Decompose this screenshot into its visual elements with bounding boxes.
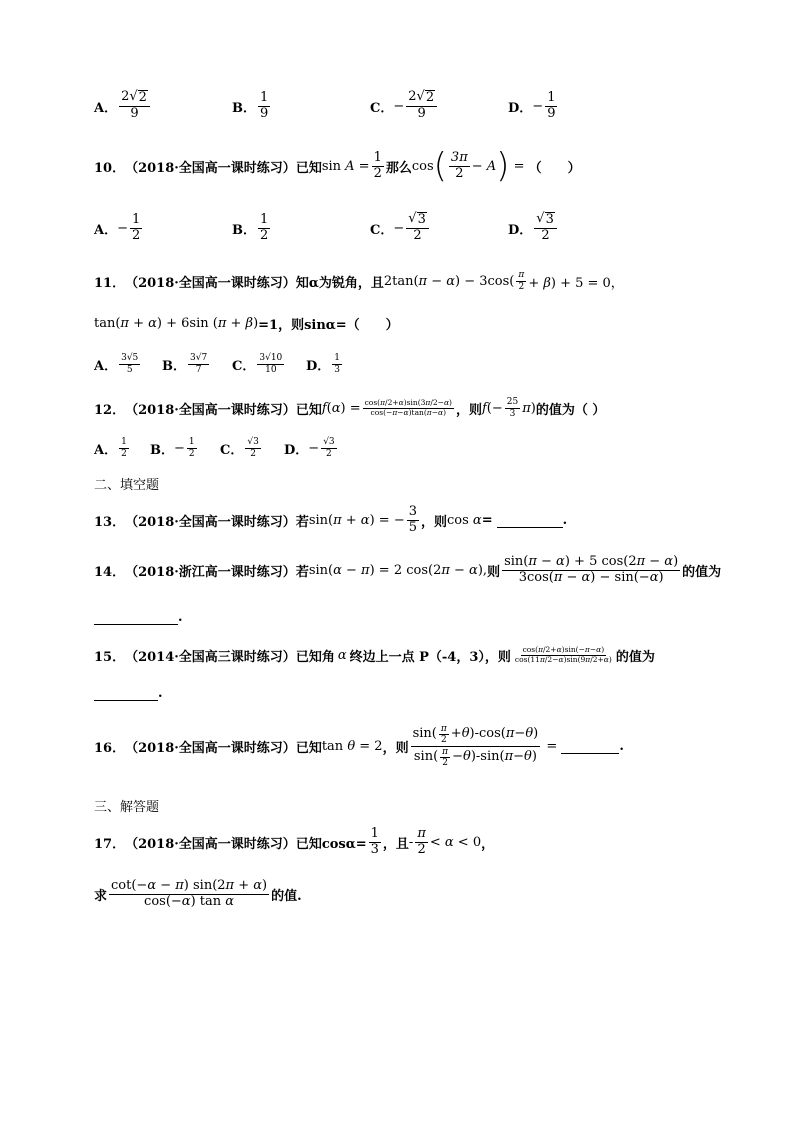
fraction: 2 √ 2 9 [119, 90, 150, 122]
q12-option-d[interactable]: D． − $\frac{√3}{2}$ [284, 437, 335, 459]
q10-options [94, 208, 714, 248]
question-number: 10． [94, 160, 126, 176]
formula: cos [411, 158, 434, 174]
section-heading-solutions: 三、解答题 [94, 800, 160, 815]
q10-option-a[interactable]: A． − $\frac{1}{2}$ [94, 211, 141, 243]
q9-option-d[interactable]: D． − $\frac{1}{9}$ [508, 89, 556, 121]
q11-option-d[interactable]: D． $\frac{1}{3}$ [306, 353, 341, 375]
option-label: A． [94, 100, 118, 116]
q11-option-c[interactable]: C． $\frac{3√10}{10}$ [232, 353, 283, 375]
fraction: $\frac{\cos(\pi/2+\alpha)\sin(-\pi-\alpha)}{\cos(11\pi/2-\alpha)\sin(9\pi/2+\alpha)}$ [514, 644, 612, 664]
question-source: （2018·全国高一课时练习） [125, 160, 296, 176]
fraction: $\frac{1}{2}$ [373, 149, 382, 181]
q10-option-b[interactable]: B． $\frac{1}{2}$ [232, 211, 269, 243]
q9-option-c[interactable]: C． − 2 √ 2 9 [370, 90, 439, 122]
q12-option-a[interactable]: A． $\frac{1}{2}$ [94, 437, 127, 459]
q12-stem: 12． （2018·全国高一课时练习） 已知 f(α) = $\frac{\cos(\pi/2+\alpha)\sin(3\pi/2-\alpha)}{\cos(-\pi-\alpha)\tan(\pi-\alpha)}$ ，则 f(− $\frac{25}{3}$ π) 的值为（ ） [94, 397, 606, 419]
fraction: 2 √ 2 9 [406, 90, 437, 122]
q11-option-a[interactable]: A． $\frac{3√5}{5}$ [94, 353, 139, 375]
q14-stem: 14． （2018·浙江高一课时练习） 若 sin(α − π) = 2 cos(2π − α), 则 $\frac{\sin(\pi - \alpha) + 5 \cos(2\pi - \alpha)}{3\cos(\pi - \alpha) - \sin(-\alpha)}$ 的值为 [94, 553, 722, 585]
option-label: B． [232, 100, 256, 116]
q13-stem: 13． （2018·全国高一课时练习） 若 sin(π + α) = − $\frac{3}{5}$ ，则 cos α = . [94, 503, 568, 535]
answer-blank[interactable] [497, 513, 563, 528]
formula: sin A = [321, 158, 370, 174]
q11-option-b[interactable]: B． $\frac{3√7}{7}$ [162, 353, 208, 375]
q17-stem-line2: 求 $\frac{\cot(-\alpha - \pi) \sin(2\pi + \alpha)}{\text{cos(−α) tan α}}$ 的值. [94, 877, 302, 909]
q17-stem: 17． （2018·全国高一课时练习） 已知cosα= $\frac{1}{3}$ ，且 - $\frac{\pi}{2}$ < α < 0 ， [94, 825, 495, 857]
q11-stem-line2: tan(π + α) + 6sin (π + β) =1，则sinα=（ ） [94, 315, 399, 333]
fraction: $\frac{1}{9}$ [547, 89, 556, 121]
q15-answer-line: . [94, 684, 163, 702]
option-label: C． [370, 100, 394, 116]
section-heading-fill-blank: 二、填空题 [94, 478, 160, 493]
q9-options [94, 86, 714, 126]
q10-option-d[interactable]: D． √ 3 2 [508, 212, 559, 244]
answer-blank[interactable] [561, 739, 619, 754]
q12-option-b[interactable]: B． − $\frac{1}{2}$ [150, 437, 195, 459]
q10-option-c[interactable]: C． − √ 3 2 [370, 212, 431, 244]
q9-option-a[interactable] [94, 90, 152, 122]
q10-stem: 10． （2018·全国高一课时练习） 已知 sin A = $\frac{1}{2}$ 那么 cos ( $\frac{3\pi}{2}$ − A ) = （ ） [94, 146, 581, 186]
option-label: D． [508, 100, 533, 116]
answer-blank[interactable] [94, 686, 158, 701]
fraction: $\frac{\sin(\pi - \alpha) + 5 \cos(2\pi - \alpha)}{3\cos(\pi - \alpha) - \sin(-\alpha)}$ [504, 553, 679, 585]
q16-stem: 16． （2018·全国高一课时练习） 已知 tan θ = 2 ，则 sin( $\frac{\pi}{2}$ + θ )-cos( π − θ ) sin( $\frac{\pi}{2}$ − θ )-sin( π − θ ) = . [94, 723, 624, 768]
q12-options [94, 432, 494, 464]
fraction: $\frac{3\pi}{2}$ [450, 149, 468, 181]
q12-option-c[interactable]: C． $\frac{√3}{2}$ [220, 437, 259, 459]
q14-answer-line: . [94, 608, 183, 626]
fraction: $\frac{\cos(\pi/2+\alpha)\sin(3\pi/2-\alpha)}{\cos(-\pi-\alpha)\tan(\pi-\alpha)}$ [364, 397, 452, 417]
fraction: $\frac{1}{9}$ [260, 89, 269, 121]
q11-stem: 11． （2018·全国高一课时练习） 知α为锐角，且 2tan(π − α) − 3cos( $\frac{\pi}{2}$ + β) + 5 = 0， [94, 270, 624, 292]
fraction: $\frac{\cot(-\alpha - \pi) \sin(2\pi + \alpha)}{\text{cos(−α) tan α}}$ [111, 877, 268, 909]
q9-option-b[interactable] [232, 91, 272, 122]
answer-blank[interactable] [94, 610, 178, 625]
fraction: sin( $\frac{\pi}{2}$ + θ )-cos( π − θ ) sin( $\frac{\pi}{2}$ − θ )-sin( π − θ ) [412, 723, 539, 768]
q11-options [94, 348, 494, 380]
q15-stem: 15． （2014·全国高三课时练习） 已知角 α 终边上一点 P（-4，3），则 $\frac{\cos(\pi/2+\alpha)\sin(-\pi-\alpha)}{\cos(11\pi/2-\alpha)\sin(9\pi/2+\alpha)}$ 的值为 [94, 644, 655, 665]
